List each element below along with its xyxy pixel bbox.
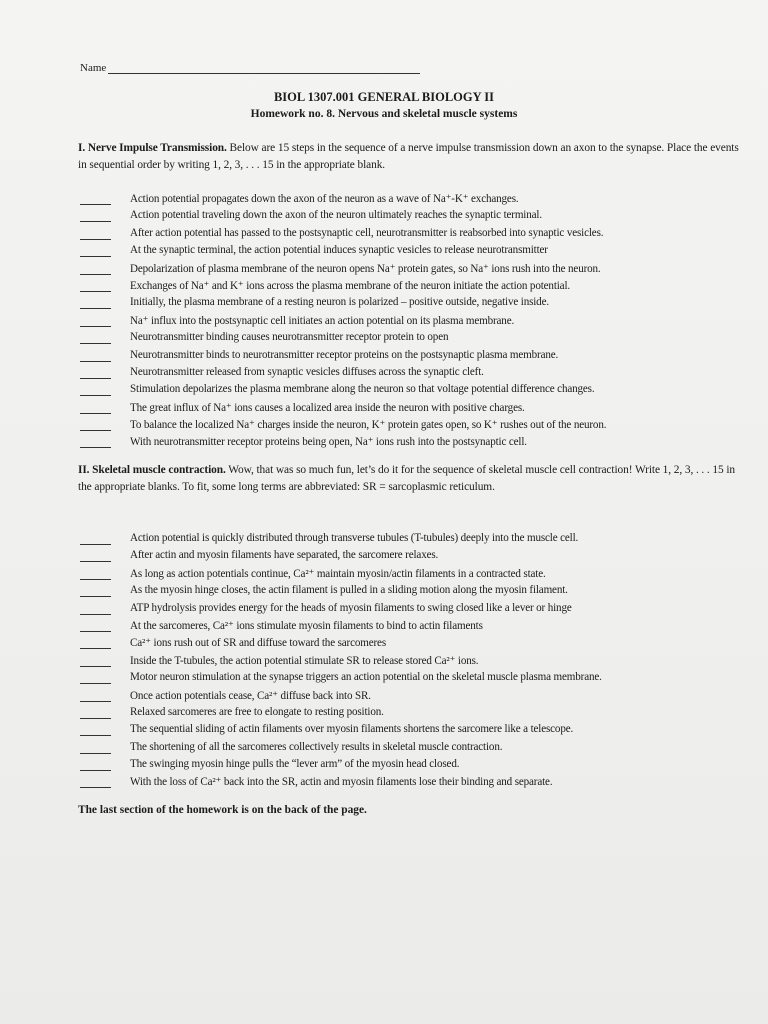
step-item xyxy=(80,331,760,348)
answer-blank[interactable] xyxy=(80,689,111,702)
answer-blank[interactable] xyxy=(80,314,111,327)
step-text: As the myosin hinge closes, the actin filament is pulled in a sliding motion along the myosin filament. xyxy=(130,584,568,597)
step-item xyxy=(80,401,760,418)
answer-blank[interactable] xyxy=(80,549,111,562)
step-text: Ca²⁺ ions rush out of SR and diffuse toward the sarcomeres xyxy=(130,637,387,650)
answer-blank[interactable] xyxy=(80,775,111,788)
step-text: Initially, the plasma membrane of a resting neuron is polarized – positive outside, negative inside. xyxy=(130,296,549,309)
step-item xyxy=(80,366,760,383)
answer-blank[interactable] xyxy=(80,567,111,580)
step-text: With the loss of Ca²⁺ back into the SR, actin and myosin filaments lose their binding and separate. xyxy=(130,776,553,789)
step-item xyxy=(80,296,760,313)
step-text: Once action potentials cease, Ca²⁺ diffuse back into SR. xyxy=(130,689,371,702)
step-item xyxy=(80,418,760,435)
course-title: BIOL 1307.001 GENERAL BIOLOGY II xyxy=(273,90,495,104)
answer-blank[interactable] xyxy=(80,349,111,362)
step-text: After action potential has passed to the postsynaptic cell, neurotransmitter is reabsorbed into synaptic vesicles. xyxy=(130,226,604,239)
answer-blank[interactable] xyxy=(80,706,111,719)
answer-blank[interactable] xyxy=(80,671,111,684)
answer-blank[interactable] xyxy=(80,331,111,344)
step-item xyxy=(80,706,760,723)
step-text: Motor neuron stimulation at the synapse triggers an action potential on the skeletal muscle plasma membrane. xyxy=(130,671,602,684)
section1-heading: I. Nerve Impulse Transmission. xyxy=(78,142,227,154)
answer-blank[interactable] xyxy=(80,192,111,205)
answer-blank[interactable] xyxy=(80,418,111,431)
answer-blank[interactable] xyxy=(80,758,111,771)
answer-blank[interactable] xyxy=(80,383,111,396)
step-text: Neurotransmitter binding causes neurotransmitter receptor protein to open xyxy=(130,331,449,344)
step-item xyxy=(80,314,760,331)
step-text: Stimulation depolarizes the plasma membrane along the neuron so that voltage potential difference changes. xyxy=(130,383,595,396)
step-text: The swinging myosin hinge pulls the “lever arm” of the myosin head closed. xyxy=(130,758,460,771)
step-text: Na⁺ influx into the postsynaptic cell initiates an action potential on its plasma membrane. xyxy=(130,314,515,327)
answer-blank[interactable] xyxy=(80,723,111,736)
step-text: ATP hydrolysis provides energy for the heads of myosin filaments to swing closed like a lever or hinge xyxy=(130,601,572,614)
step-text: Action potential traveling down the axon of the neuron ultimately reaches the synaptic terminal. xyxy=(130,209,542,222)
step-item xyxy=(80,723,760,740)
section2-intro xyxy=(78,462,750,496)
section1-list xyxy=(80,192,760,453)
title-block xyxy=(0,90,768,120)
step-text: The great influx of Na⁺ ions causes a localized area inside the neuron with positive charges. xyxy=(130,401,525,414)
step-item xyxy=(80,636,760,653)
answer-blank[interactable] xyxy=(80,401,111,414)
answer-blank[interactable] xyxy=(80,209,111,222)
step-item xyxy=(80,279,760,296)
step-text: Neurotransmitter released from synaptic vesicles diffuses across the synaptic cleft. xyxy=(130,365,484,378)
step-item xyxy=(80,349,760,366)
section1-instructions: Below are 15 steps in the sequence of a nerve impulse transmission down an axon to the synapse. Place the events in sequential order by writing 1, 2, 3, . . . 15 in the appropriate blank. xyxy=(78,142,739,171)
step-item xyxy=(80,619,760,636)
step-item xyxy=(80,383,760,400)
name-row xyxy=(80,62,420,74)
name-label: Name xyxy=(80,62,107,74)
answer-blank[interactable] xyxy=(80,262,111,275)
answer-blank[interactable] xyxy=(80,619,111,632)
section2-list xyxy=(80,532,760,793)
step-item xyxy=(80,192,760,209)
step-item xyxy=(80,689,760,706)
step-text: Depolarization of plasma membrane of the neuron opens Na⁺ protein gates, so Na⁺ ions rush into the neuron. xyxy=(130,262,601,275)
step-item xyxy=(80,654,760,671)
step-item xyxy=(80,244,760,261)
section1-intro xyxy=(78,140,750,174)
answer-blank[interactable] xyxy=(80,227,111,240)
section2-heading: II. Skeletal muscle contraction. xyxy=(78,464,226,476)
step-text: At the sarcomeres, Ca²⁺ ions stimulate myosin filaments to bind to actin filaments xyxy=(130,619,483,632)
step-item xyxy=(80,671,760,688)
answer-blank[interactable] xyxy=(80,244,111,257)
step-text: Action potential is quickly distributed through transverse tubules (T-tubules) deeply into the muscle cell. xyxy=(130,532,579,544)
name-blank[interactable] xyxy=(108,63,420,74)
answer-blank[interactable] xyxy=(80,435,111,448)
step-text: Inside the T-tubules, the action potential stimulate SR to release stored Ca²⁺ ions. xyxy=(130,654,479,667)
step-item xyxy=(80,741,760,758)
homework-title: Homework no. 8. Nervous and skeletal muscle systems xyxy=(250,108,518,120)
back-page-note: The last section of the homework is on the back of the page. xyxy=(78,804,367,816)
step-item xyxy=(80,584,760,601)
answer-blank[interactable] xyxy=(80,741,111,754)
step-text: Action potential propagates down the axon of the neuron as a wave of Na⁺-K⁺ exchanges. xyxy=(130,193,519,205)
step-text: Neurotransmitter binds to neurotransmitter receptor proteins on the postsynaptic plasma membrane. xyxy=(130,348,559,361)
step-text: With neurotransmitter receptor proteins being open, Na⁺ ions rush into the postsynaptic cell. xyxy=(130,436,527,449)
answer-blank[interactable] xyxy=(80,532,111,545)
section2-instructions: Wow, that was so much fun, let’s do it for the sequence of skeletal muscle cell contraction! Write 1, 2, 3, . . . 15 in the appropriate blanks. To fit, some long terms are abbreviated: SR = sarcoplasmic reticulum. xyxy=(78,464,736,493)
answer-blank[interactable] xyxy=(80,636,111,649)
step-item xyxy=(80,209,760,226)
answer-blank[interactable] xyxy=(80,654,111,667)
answer-blank[interactable] xyxy=(80,602,111,615)
step-item xyxy=(80,227,760,244)
step-item xyxy=(80,758,760,775)
step-item xyxy=(80,532,760,549)
step-item xyxy=(80,567,760,584)
step-item xyxy=(80,602,760,619)
answer-blank[interactable] xyxy=(80,296,111,309)
step-text: As long as action potentials continue, Ca²⁺ maintain myosin/actin filaments in a contracted state. xyxy=(130,567,546,580)
step-text: The shortening of all the sarcomeres collectively results in skeletal muscle contraction. xyxy=(130,740,503,753)
step-item xyxy=(80,549,760,566)
step-text: To balance the localized Na⁺ charges inside the neuron, K⁺ protein gates open, so K⁺ rushes out of the neuron. xyxy=(130,419,607,432)
answer-blank[interactable] xyxy=(80,366,111,379)
step-item xyxy=(80,775,760,792)
step-text: At the synaptic terminal, the action potential induces synaptic vesicles to release neurotransmitter xyxy=(130,244,548,257)
answer-blank[interactable] xyxy=(80,584,111,597)
step-text: Exchanges of Na⁺ and K⁺ ions across the plasma membrane of the neuron initiate the action potential. xyxy=(130,279,571,292)
step-text: Relaxed sarcomeres are free to elongate to resting position. xyxy=(130,705,384,718)
step-text: After actin and myosin filaments have separated, the sarcomere relaxes. xyxy=(130,549,439,562)
step-item xyxy=(80,435,760,452)
answer-blank[interactable] xyxy=(80,279,111,292)
step-item xyxy=(80,262,760,279)
step-text: The sequential sliding of actin filaments over myosin filaments shortens the sarcomere like a telescope. xyxy=(130,723,574,736)
